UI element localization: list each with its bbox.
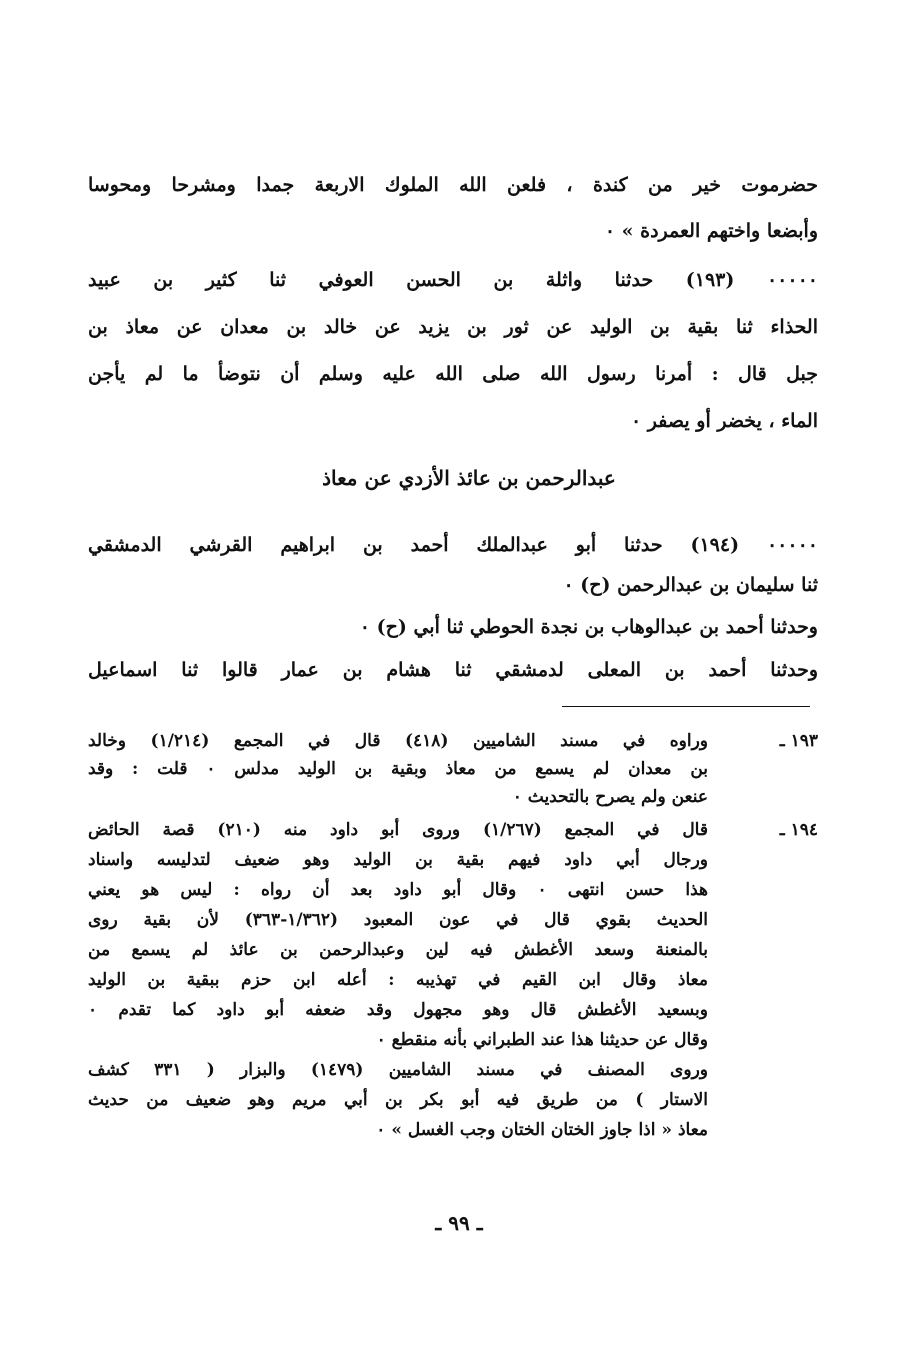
main-text-line: حضرموت خير من كندة ، فلعن الله الملوك الاربعة جمدا ومشرحا ومحوسا xyxy=(88,174,818,196)
footnote-line: عنعن ولم يصرح بالتحديث ٠ xyxy=(512,787,708,807)
footnote-line: وبسعيد الأغطش قال وهو مجهول وقد ضعفه أبو داود كما تقدم ٠ xyxy=(88,1000,708,1020)
main-text-line: ثنا سليمان بن عبدالرحمن (ح) ٠ xyxy=(563,574,818,596)
footnote-line: معاذ وقال ابن القيم في تهذيبه : أعله ابن حزم ببقية بن الوليد xyxy=(88,970,708,990)
footnote-line: وراوه في مسند الشاميين (٤١٨) قال في المجمع (١/٢١٤) وخالد xyxy=(88,731,708,751)
footnote-line: معاذ « اذا جاوز الختان الختان وجب الغسل » ٠ xyxy=(376,1120,708,1140)
main-text-line: ٠٠٠٠٠ (١٩٤) حدثنا أبو عبدالملك أحمد بن ابراهيم القرشي الدمشقي xyxy=(88,534,818,556)
footnote-separator xyxy=(562,706,810,707)
footnote-line: بن معدان لم يسمع من معاذ وبقية بن الوليد مدلس ٠ قلت : وقد xyxy=(88,759,708,779)
section-heading: عبدالرحمن بن عائذ الأزدي عن معاذ xyxy=(322,466,616,490)
footnote-line: الاستار ) من طريق فيه أبو بكر بن أبي مريم وهو ضعيف من حديث xyxy=(88,1090,708,1110)
main-text-line: وحدثنا أحمد بن المعلى لدمشقي ثنا هشام بن عمار قالوا ثنا اسماعيل xyxy=(88,659,818,681)
main-text-line: ٠٠٠٠٠ (١٩٣) حدثنا واثلة بن الحسن العوفي ثنا كثير بن عبيد xyxy=(88,269,818,291)
footnote-number: ١٩٤ ـ xyxy=(779,820,818,840)
footnote-line: بالمنعنة وسعد الأغطش فيه لين وعبدالرحمن بن عائذ لم يسمع من xyxy=(88,940,708,960)
footnote-line: قال في المجمع (١/٢٦٧) وروى أبو داود منه (٢١٠) قصة الحائض xyxy=(88,820,708,840)
footnote-line: الحديث بقوي قال في عون المعبود (١/٣٦٢-٣٦٣) لأن بقية روى xyxy=(88,910,708,930)
footnote-line: هذا حسن انتهى ٠ وقال أبو داود بعد أن رواه : ليس هو يعني xyxy=(88,880,708,900)
main-text-line: وأبضعا واختهم العمردة » ٠ xyxy=(604,220,818,242)
footnote-line: وقال عن حديثنا هذا عند الطبراني بأنه منقطع ٠ xyxy=(376,1030,708,1050)
page-number: ـ ٩٩ ـ xyxy=(435,1211,483,1235)
main-text-line: جبل قال : أمرنا رسول الله صلى الله عليه وسلم أن نتوضأ ما لم يأجن xyxy=(88,363,818,385)
footnote-line: ورجال أبي داود فيهم بقية بن الوليد وهو ضعيف لتدليسه واسناد xyxy=(88,850,708,870)
main-text-line: الماء ، يخضر أو يصفر ٠ xyxy=(630,410,818,432)
main-text-line: وحدثنا أحمد بن عبدالوهاب بن نجدة الحوطي ثنا أبي (ح) ٠ xyxy=(359,616,818,638)
main-text-line: الحذاء ثنا بقية بن الوليد عن ثور بن يزيد عن خالد بن معدان عن معاذ بن xyxy=(88,316,818,338)
footnote-line: وروى المصنف في مسند الشاميين (١٤٧٩) والبزار ( ٣٣١ كشف xyxy=(88,1060,708,1080)
footnote-number: ١٩٣ ـ xyxy=(779,731,818,751)
